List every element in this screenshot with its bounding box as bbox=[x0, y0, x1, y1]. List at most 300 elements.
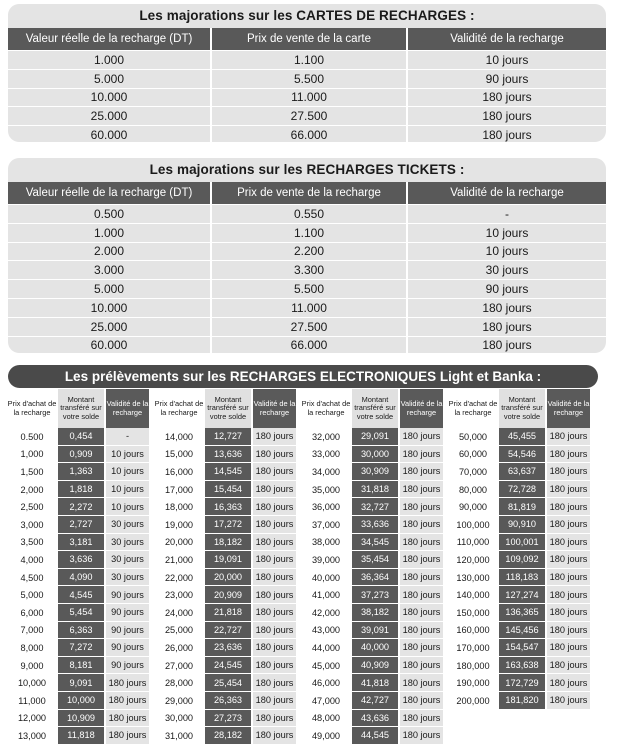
table-row bbox=[6, 586, 149, 604]
cartes-cell: 27.500 bbox=[212, 106, 408, 125]
validite-cell: 10 jours bbox=[106, 446, 149, 464]
prix-cell: 28,000 bbox=[164, 678, 194, 689]
validite-cell: 180 jours bbox=[547, 516, 590, 534]
montant-cell: 38,182 bbox=[352, 604, 398, 622]
validite-cell: 180 jours bbox=[253, 428, 296, 446]
table-row bbox=[8, 336, 606, 355]
tickets-cell: 5.000 bbox=[8, 279, 212, 298]
validite-cell: 30 jours bbox=[106, 516, 149, 534]
tickets-cell: 1.100 bbox=[212, 223, 408, 242]
tickets-cell: 0.550 bbox=[212, 204, 408, 223]
prix-cell: 2,500 bbox=[20, 502, 44, 513]
tickets-cell: - bbox=[408, 204, 606, 223]
tickets-cell: 90 jours bbox=[408, 279, 606, 298]
prix-cell: 7,000 bbox=[20, 625, 44, 636]
validite-cell: 180 jours bbox=[253, 727, 296, 744]
montant-cell: 30,000 bbox=[352, 446, 398, 464]
electroniques-group bbox=[447, 389, 590, 744]
validite-cell: 180 jours bbox=[547, 569, 590, 587]
montant-cell: 7,272 bbox=[58, 639, 104, 657]
prix-cell: 0.500 bbox=[20, 431, 44, 442]
prix-cell: 48,000 bbox=[311, 713, 341, 724]
table-row bbox=[447, 428, 590, 446]
validite-cell: 180 jours bbox=[253, 710, 296, 728]
cartes-cell: 180 jours bbox=[408, 106, 606, 125]
validite-cell: 180 jours bbox=[400, 710, 443, 728]
table-row bbox=[300, 622, 443, 640]
prix-cell: 10,000 bbox=[17, 678, 47, 689]
validite-cell: 30 jours bbox=[106, 551, 149, 569]
table-row bbox=[153, 534, 296, 552]
table-row bbox=[300, 516, 443, 534]
table-row bbox=[8, 223, 606, 242]
validite-cell: 180 jours bbox=[400, 498, 443, 516]
montant-cell: 24,545 bbox=[205, 657, 251, 675]
montant-cell: 13,636 bbox=[205, 446, 251, 464]
montant-cell: 31,818 bbox=[352, 481, 398, 499]
tickets-panel bbox=[8, 158, 606, 353]
montant-cell: 39,091 bbox=[352, 622, 398, 640]
table-row bbox=[6, 498, 149, 516]
prix-cell: 90,000 bbox=[458, 502, 488, 513]
validite-cell: 180 jours bbox=[106, 727, 149, 744]
table-row bbox=[300, 692, 443, 710]
prix-cell: 49,000 bbox=[311, 730, 341, 741]
table-row bbox=[447, 604, 590, 622]
prix-cell: 43,000 bbox=[311, 625, 341, 636]
prix-cell: 21,000 bbox=[164, 554, 194, 565]
table-row bbox=[447, 710, 590, 728]
prix-cell: 22,000 bbox=[164, 572, 194, 583]
montant-cell: 118,183 bbox=[499, 569, 545, 587]
validite-cell: 180 jours bbox=[400, 446, 443, 464]
electroniques-header-validite: Validité de la recharge bbox=[253, 389, 296, 428]
validite-cell: 180 jours bbox=[253, 674, 296, 692]
electroniques-group bbox=[153, 389, 296, 744]
table-row bbox=[300, 428, 443, 446]
validite-cell: 180 jours bbox=[400, 569, 443, 587]
montant-cell: 30,909 bbox=[352, 463, 398, 481]
montant-cell: 145,456 bbox=[499, 622, 545, 640]
table-row bbox=[6, 481, 149, 499]
montant-cell: 9,091 bbox=[58, 674, 104, 692]
validite-cell: 180 jours bbox=[253, 551, 296, 569]
prix-cell: 16,000 bbox=[164, 466, 194, 477]
validite-cell: 180 jours bbox=[400, 674, 443, 692]
tickets-cell: 180 jours bbox=[408, 317, 606, 336]
prix-cell: 15,000 bbox=[164, 449, 194, 460]
prix-cell: 140,000 bbox=[456, 590, 490, 601]
cartes-cell: 180 jours bbox=[408, 125, 606, 144]
table-row bbox=[8, 125, 606, 144]
montant-cell: 44,545 bbox=[352, 727, 398, 744]
electroniques-grid bbox=[6, 389, 590, 744]
table-row bbox=[153, 463, 296, 481]
montant-cell: 27,273 bbox=[205, 710, 251, 728]
prix-cell: 26,000 bbox=[164, 642, 194, 653]
montant-cell: 0,454 bbox=[58, 428, 104, 446]
prix-cell: 150,000 bbox=[456, 607, 490, 618]
validite-cell: 180 jours bbox=[106, 674, 149, 692]
table-row bbox=[447, 674, 590, 692]
validite-cell: 180 jours bbox=[547, 534, 590, 552]
validite-cell: 90 jours bbox=[106, 657, 149, 675]
table-row bbox=[447, 481, 590, 499]
cartes-header-prix: Prix de vente de la carte bbox=[212, 28, 408, 50]
table-row bbox=[6, 657, 149, 675]
prix-cell: 1,000 bbox=[20, 449, 44, 460]
table-row bbox=[6, 463, 149, 481]
table-row bbox=[6, 710, 149, 728]
table-row bbox=[447, 498, 590, 516]
validite-cell: 90 jours bbox=[106, 604, 149, 622]
validite-cell bbox=[547, 727, 590, 744]
validite-cell: 180 jours bbox=[106, 710, 149, 728]
table-row bbox=[153, 586, 296, 604]
tickets-cell: 2.000 bbox=[8, 242, 212, 261]
montant-cell: 63,637 bbox=[499, 463, 545, 481]
table-row bbox=[300, 604, 443, 622]
montant-cell: 0,909 bbox=[58, 446, 104, 464]
montant-cell: 2,727 bbox=[58, 516, 104, 534]
prix-cell: 36,000 bbox=[311, 502, 341, 513]
validite-cell: 180 jours bbox=[253, 516, 296, 534]
prix-cell: 45,000 bbox=[311, 660, 341, 671]
montant-cell: 35,454 bbox=[352, 551, 398, 569]
tickets-cell: 180 jours bbox=[408, 336, 606, 355]
table-row bbox=[6, 446, 149, 464]
prix-cell: 18,000 bbox=[164, 502, 194, 513]
montant-cell: 172,729 bbox=[499, 674, 545, 692]
validite-cell: 180 jours bbox=[547, 551, 590, 569]
cartes-cell: 25.000 bbox=[8, 106, 212, 125]
montant-cell: 34,545 bbox=[352, 534, 398, 552]
table-row bbox=[153, 481, 296, 499]
table-row bbox=[8, 88, 606, 107]
cartes-panel bbox=[8, 4, 606, 142]
prix-cell: 13,000 bbox=[17, 730, 47, 741]
validite-cell: 180 jours bbox=[400, 428, 443, 446]
montant-cell: 163,638 bbox=[499, 657, 545, 675]
montant-cell: 3,636 bbox=[58, 551, 104, 569]
table-row bbox=[447, 463, 590, 481]
electroniques-header-validite: Validité de la recharge bbox=[547, 389, 590, 428]
montant-cell: 40,909 bbox=[352, 657, 398, 675]
table-row bbox=[300, 710, 443, 728]
cartes-cell: 60.000 bbox=[8, 125, 212, 144]
validite-cell: 180 jours bbox=[547, 463, 590, 481]
prix-cell bbox=[447, 710, 499, 728]
cartes-cell: 10.000 bbox=[8, 88, 212, 107]
validite-cell: 90 jours bbox=[106, 586, 149, 604]
montant-cell: 18,182 bbox=[205, 534, 251, 552]
validite-cell: 180 jours bbox=[253, 498, 296, 516]
validite-cell: 180 jours bbox=[253, 446, 296, 464]
prix-cell: 2,000 bbox=[20, 484, 44, 495]
validite-cell: 180 jours bbox=[400, 516, 443, 534]
table-row bbox=[8, 298, 606, 317]
table-row bbox=[153, 727, 296, 744]
table-row bbox=[153, 710, 296, 728]
prix-cell: 44,000 bbox=[311, 642, 341, 653]
montant-cell: 42,727 bbox=[352, 692, 398, 710]
montant-cell: 109,092 bbox=[499, 551, 545, 569]
montant-cell: 81,819 bbox=[499, 498, 545, 516]
table-row bbox=[6, 692, 149, 710]
montant-cell: 15,454 bbox=[205, 481, 251, 499]
prix-cell: 130,000 bbox=[456, 572, 490, 583]
validite-cell: 180 jours bbox=[400, 639, 443, 657]
validite-cell: 30 jours bbox=[106, 569, 149, 587]
montant-cell: 10,000 bbox=[58, 692, 104, 710]
prix-cell: 4,000 bbox=[20, 554, 44, 565]
table-row bbox=[8, 69, 606, 88]
prix-cell: 32,000 bbox=[311, 431, 341, 442]
montant-cell: 100,001 bbox=[499, 534, 545, 552]
table-row bbox=[153, 428, 296, 446]
montant-cell: 21,818 bbox=[205, 604, 251, 622]
table-row bbox=[6, 569, 149, 587]
table-row bbox=[447, 586, 590, 604]
electroniques-title: Les prélèvements sur les RECHARGES ELECTRONIQUES Light et Banka : bbox=[8, 365, 598, 388]
validite-cell: 10 jours bbox=[106, 463, 149, 481]
montant-cell: 90,910 bbox=[499, 516, 545, 534]
tickets-table bbox=[8, 182, 606, 354]
table-row bbox=[447, 446, 590, 464]
tickets-cell: 25.000 bbox=[8, 317, 212, 336]
table-row bbox=[6, 551, 149, 569]
table-row bbox=[6, 604, 149, 622]
electroniques-header-prix: Prix d'achat de la recharge bbox=[300, 389, 352, 428]
validite-cell: 180 jours bbox=[400, 657, 443, 675]
prix-cell: 25,000 bbox=[164, 625, 194, 636]
prix-cell: 14,000 bbox=[164, 431, 194, 442]
prix-cell: 120,000 bbox=[456, 554, 490, 565]
table-row bbox=[6, 428, 149, 446]
validite-cell: 180 jours bbox=[253, 622, 296, 640]
table-row bbox=[8, 50, 606, 69]
table-row bbox=[8, 204, 606, 223]
validite-cell: 180 jours bbox=[547, 692, 590, 710]
validite-cell: 180 jours bbox=[253, 657, 296, 675]
tickets-cell: 10 jours bbox=[408, 223, 606, 242]
validite-cell: 180 jours bbox=[400, 604, 443, 622]
prix-cell: 42,000 bbox=[311, 607, 341, 618]
validite-cell: 180 jours bbox=[253, 463, 296, 481]
table-row bbox=[447, 516, 590, 534]
prix-cell: 50,000 bbox=[458, 431, 488, 442]
validite-cell: 180 jours bbox=[400, 692, 443, 710]
table-row bbox=[300, 727, 443, 744]
table-row bbox=[300, 674, 443, 692]
validite-cell: 180 jours bbox=[547, 586, 590, 604]
montant-cell: 2,272 bbox=[58, 498, 104, 516]
table-row bbox=[153, 622, 296, 640]
table-row bbox=[447, 639, 590, 657]
table-row bbox=[6, 622, 149, 640]
prix-cell: 190,000 bbox=[456, 678, 490, 689]
tickets-cell: 10 jours bbox=[408, 242, 606, 261]
tickets-cell: 2.200 bbox=[212, 242, 408, 261]
tickets-cell: 3.000 bbox=[8, 260, 212, 279]
prix-cell: 37,000 bbox=[311, 519, 341, 530]
prix-cell: 20,000 bbox=[164, 537, 194, 548]
electroniques-header-validite: Validité de la recharge bbox=[400, 389, 443, 428]
table-row bbox=[300, 498, 443, 516]
prix-cell: 9,000 bbox=[20, 660, 44, 671]
cartes-cell: 11.000 bbox=[212, 88, 408, 107]
table-row bbox=[447, 622, 590, 640]
prix-cell: 200,000 bbox=[456, 695, 490, 706]
electroniques-header bbox=[153, 389, 296, 428]
table-row bbox=[300, 534, 443, 552]
prix-cell: 160,000 bbox=[456, 625, 490, 636]
electroniques-header bbox=[6, 389, 149, 428]
validite-cell: 180 jours bbox=[400, 622, 443, 640]
table-row bbox=[8, 106, 606, 125]
validite-cell: 180 jours bbox=[253, 692, 296, 710]
montant-cell: 45,455 bbox=[499, 428, 545, 446]
prix-cell: 31,000 bbox=[164, 730, 194, 741]
montant-cell: 72,728 bbox=[499, 481, 545, 499]
tickets-cell: 1.000 bbox=[8, 223, 212, 242]
validite-cell: 180 jours bbox=[547, 622, 590, 640]
table-row bbox=[447, 551, 590, 569]
prix-cell: 29,000 bbox=[164, 695, 194, 706]
table-row bbox=[300, 463, 443, 481]
validite-cell: 180 jours bbox=[400, 534, 443, 552]
prix-cell: 40,000 bbox=[311, 572, 341, 583]
validite-cell: 180 jours bbox=[253, 639, 296, 657]
validite-cell: 10 jours bbox=[106, 498, 149, 516]
validite-cell: - bbox=[106, 428, 149, 446]
montant-cell: 4,545 bbox=[58, 586, 104, 604]
electroniques-header-montant: Montant transféré sur votre solde bbox=[499, 389, 545, 428]
validite-cell: 180 jours bbox=[106, 692, 149, 710]
validite-cell: 90 jours bbox=[106, 622, 149, 640]
table-row bbox=[6, 639, 149, 657]
montant-cell: 14,545 bbox=[205, 463, 251, 481]
montant-cell: 8,181 bbox=[58, 657, 104, 675]
validite-cell: 180 jours bbox=[547, 481, 590, 499]
montant-cell: 29,091 bbox=[352, 428, 398, 446]
cartes-cell: 90 jours bbox=[408, 69, 606, 88]
cartes-cell: 10 jours bbox=[408, 50, 606, 69]
prix-cell: 3,000 bbox=[20, 519, 44, 530]
prix-cell: 33,000 bbox=[311, 449, 341, 460]
prix-cell: 8,000 bbox=[20, 642, 44, 653]
table-row bbox=[153, 516, 296, 534]
prix-cell: 11,000 bbox=[18, 695, 46, 706]
montant-cell: 127,274 bbox=[499, 586, 545, 604]
tickets-cell: 30 jours bbox=[408, 260, 606, 279]
montant-cell: 43,636 bbox=[352, 710, 398, 728]
validite-cell: 30 jours bbox=[106, 534, 149, 552]
validite-cell: 180 jours bbox=[547, 498, 590, 516]
electroniques-group bbox=[300, 389, 443, 744]
table-row bbox=[153, 674, 296, 692]
montant-cell: 6,363 bbox=[58, 622, 104, 640]
prix-cell: 17,000 bbox=[164, 484, 194, 495]
cartes-cell: 180 jours bbox=[408, 88, 606, 107]
validite-cell: 180 jours bbox=[400, 481, 443, 499]
table-row bbox=[447, 569, 590, 587]
electroniques-header-montant: Montant transféré sur votre solde bbox=[205, 389, 251, 428]
tickets-header-valeur: Valeur réelle de la recharge (DT) bbox=[8, 182, 212, 204]
tickets-cell: 66.000 bbox=[212, 336, 408, 355]
prix-cell: 30,000 bbox=[164, 713, 194, 724]
validite-cell: 180 jours bbox=[400, 463, 443, 481]
tickets-cell: 10.000 bbox=[8, 298, 212, 317]
tickets-cell: 11.000 bbox=[212, 298, 408, 317]
table-row bbox=[8, 242, 606, 261]
montant-cell: 12,727 bbox=[205, 428, 251, 446]
validite-cell: 180 jours bbox=[253, 604, 296, 622]
prix-cell: 19,000 bbox=[164, 519, 194, 530]
cartes-cell: 5.000 bbox=[8, 69, 212, 88]
table-row bbox=[300, 551, 443, 569]
montant-cell: 26,363 bbox=[205, 692, 251, 710]
table-row bbox=[300, 639, 443, 657]
table-row bbox=[8, 317, 606, 336]
table-row bbox=[8, 279, 606, 298]
montant-cell: 20,000 bbox=[205, 569, 251, 587]
table-row bbox=[300, 657, 443, 675]
prix-cell: 23,000 bbox=[164, 590, 194, 601]
tickets-cell: 27.500 bbox=[212, 317, 408, 336]
table-row bbox=[300, 446, 443, 464]
montant-cell: 36,364 bbox=[352, 569, 398, 587]
montant-cell bbox=[499, 727, 545, 744]
prix-cell: 47,000 bbox=[311, 695, 341, 706]
tickets-header-prix: Prix de vente de la recharge bbox=[212, 182, 408, 204]
montant-cell: 10,909 bbox=[58, 710, 104, 728]
prix-cell: 60,000 bbox=[458, 449, 488, 460]
table-row bbox=[6, 727, 149, 744]
prix-cell: 5,000 bbox=[20, 590, 44, 601]
prix-cell: 1,500 bbox=[20, 466, 44, 477]
prix-cell: 110,000 bbox=[456, 537, 490, 548]
validite-cell: 180 jours bbox=[547, 604, 590, 622]
montant-cell: 22,727 bbox=[205, 622, 251, 640]
table-row bbox=[153, 604, 296, 622]
montant-cell: 25,454 bbox=[205, 674, 251, 692]
prix-cell: 24,000 bbox=[164, 607, 194, 618]
electroniques-header-prix: Prix d'achat de la recharge bbox=[153, 389, 205, 428]
prix-cell: 100,000 bbox=[456, 519, 490, 530]
validite-cell: 10 jours bbox=[106, 481, 149, 499]
table-row bbox=[153, 551, 296, 569]
table-row bbox=[6, 534, 149, 552]
tickets-title: Les majorations sur les RECHARGES TICKETS : bbox=[149, 162, 465, 177]
table-row bbox=[447, 657, 590, 675]
montant-cell: 5,454 bbox=[58, 604, 104, 622]
validite-cell: 90 jours bbox=[106, 639, 149, 657]
prix-cell: 180,000 bbox=[456, 660, 490, 671]
prix-cell: 170,000 bbox=[456, 642, 490, 653]
montant-cell: 1,818 bbox=[58, 481, 104, 499]
montant-cell: 181,820 bbox=[499, 692, 545, 710]
montant-cell: 136,365 bbox=[499, 604, 545, 622]
table-row bbox=[447, 534, 590, 552]
validite-cell: 180 jours bbox=[547, 657, 590, 675]
table-row bbox=[300, 481, 443, 499]
prix-cell: 3,500 bbox=[20, 537, 44, 548]
cartes-table bbox=[8, 28, 606, 144]
table-row bbox=[8, 260, 606, 279]
cartes-cell: 1.100 bbox=[212, 50, 408, 69]
validite-cell: 180 jours bbox=[253, 481, 296, 499]
